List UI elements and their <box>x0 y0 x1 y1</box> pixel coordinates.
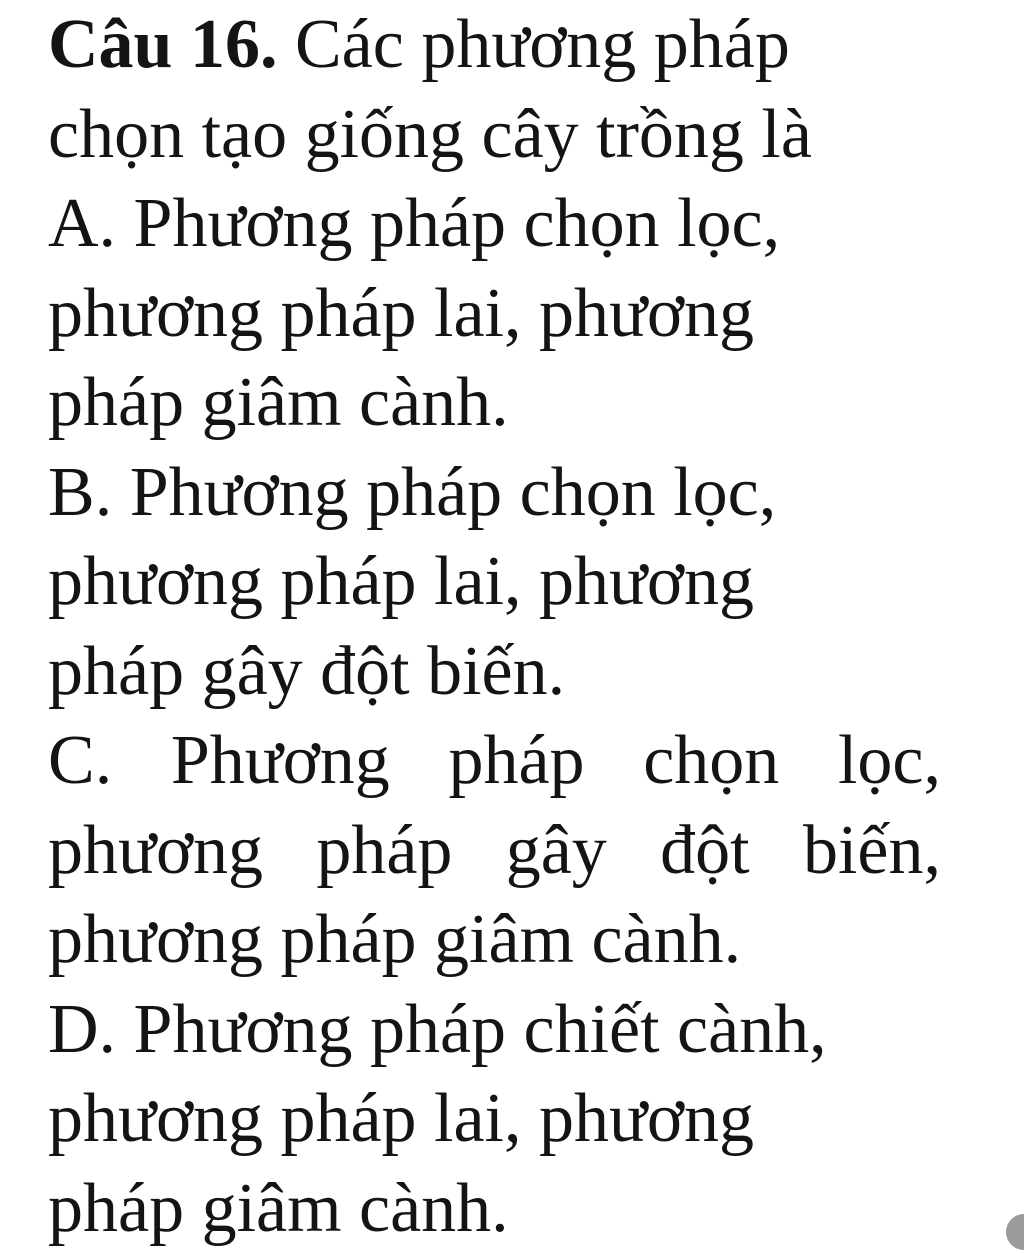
question-stem-line-1 <box>48 0 948 90</box>
option-c-word: phương <box>48 806 263 896</box>
option-d-line-2: phương pháp lai, phương <box>48 1074 948 1164</box>
option-c-word: gây <box>506 806 607 896</box>
option-c-word: lọc, <box>838 716 941 806</box>
option-a-line-1: A. Phương pháp chọn lọc, <box>48 179 948 269</box>
option-c-word: pháp <box>448 716 584 806</box>
option-c-line-3: phương pháp giâm cành. <box>48 895 948 985</box>
option-b-line-3: pháp gây đột biến. <box>48 627 948 717</box>
option-b-line-1: B. Phương pháp chọn lọc, <box>48 448 948 538</box>
option-a-line-2: phương pháp lai, phương <box>48 269 948 359</box>
option-c-word: C. <box>48 716 112 806</box>
question-stem-text: Các phương pháp <box>295 6 790 83</box>
option-d-line-3: pháp giâm cành. <box>48 1164 948 1253</box>
option-c-word: pháp <box>316 806 452 896</box>
question-number: Câu 16. <box>48 6 277 83</box>
option-c-word: Phương <box>171 716 390 806</box>
question-document <box>48 0 948 1253</box>
option-b-line-2: phương pháp lai, phương <box>48 537 948 627</box>
corner-scroll-indicator <box>1006 1214 1024 1250</box>
option-a-line-3: pháp giâm cành. <box>48 358 948 448</box>
option-c-word: đột <box>660 806 749 896</box>
question-stem-line-2: chọn tạo giống cây trồng là <box>48 90 948 180</box>
option-c-line-2 <box>48 806 941 896</box>
option-d-line-1: D. Phương pháp chiết cành, <box>48 985 948 1075</box>
option-c-word: chọn <box>643 716 779 806</box>
option-c-line-1 <box>48 716 941 806</box>
option-c-word: biến, <box>803 806 941 896</box>
